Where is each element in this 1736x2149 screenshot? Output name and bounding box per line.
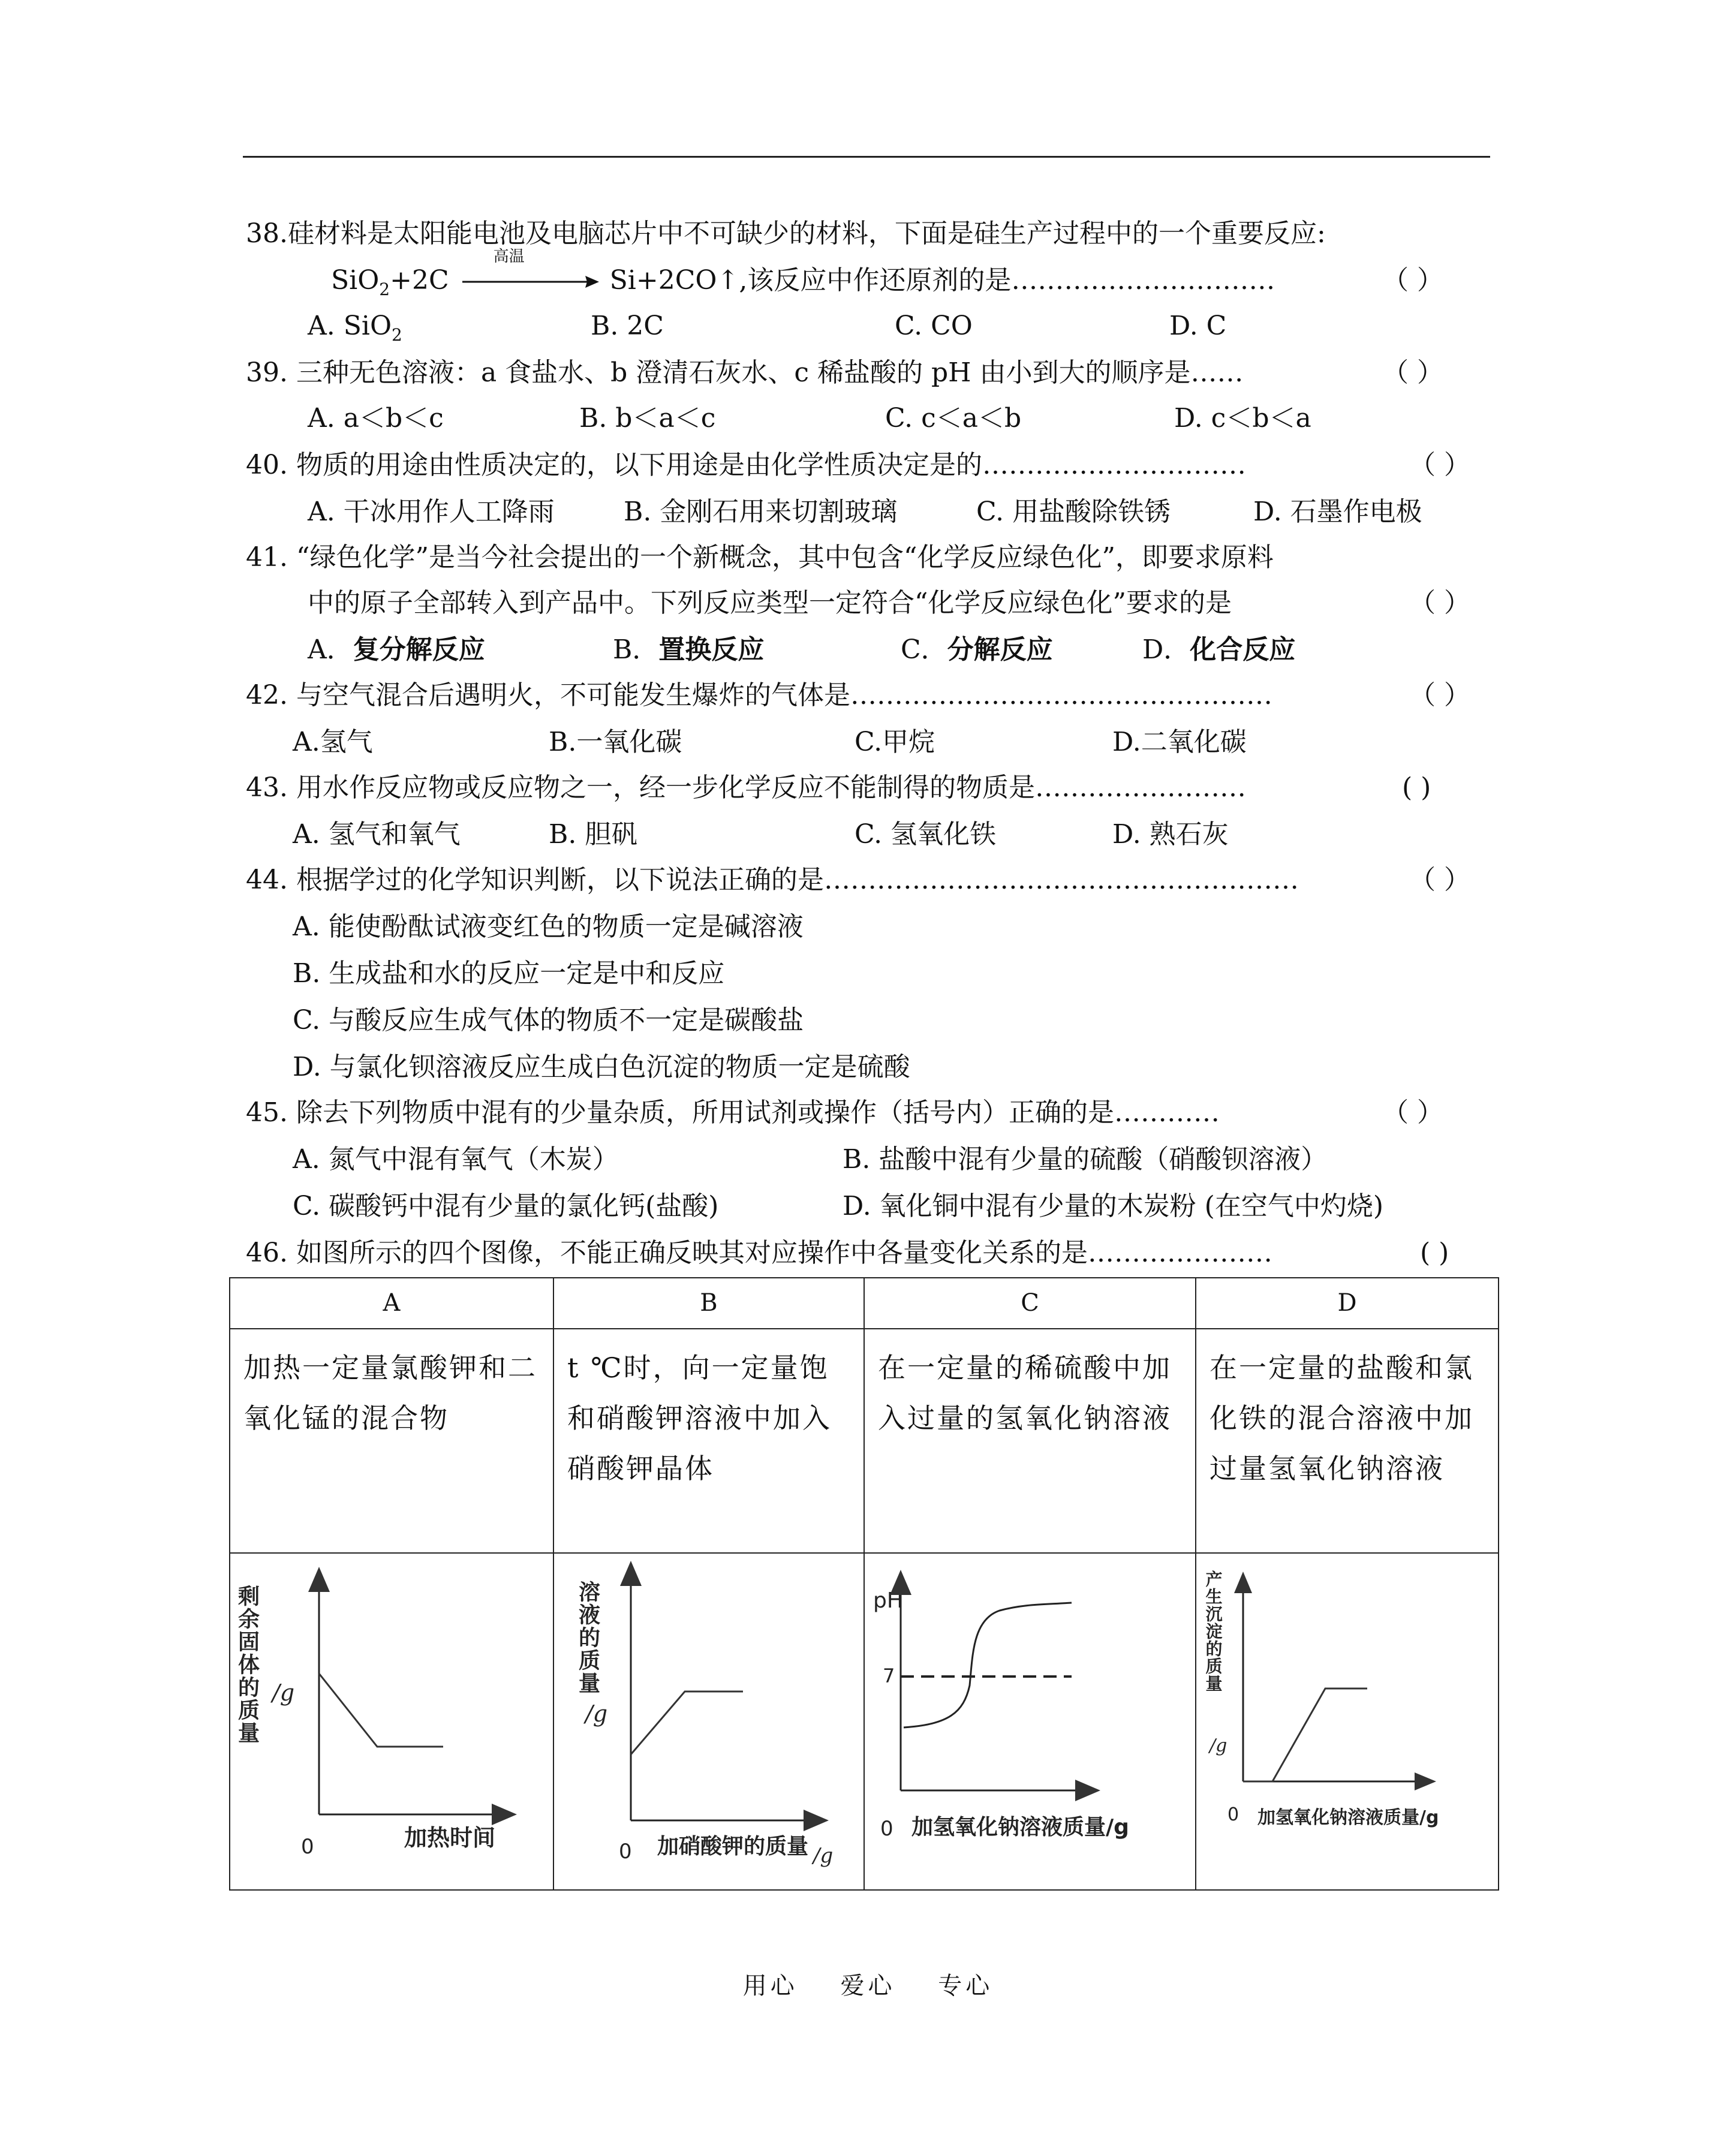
q46-header-a: A [230,1278,553,1329]
q38-answer-blank[interactable]: （ ） [1382,265,1443,296]
graph-b-curve [631,1691,743,1754]
q45-option-a: A. 氮气中混有氧气（木炭） [293,1144,619,1175]
graph-b-xlabel: 加硝酸钾的质量 [657,1834,809,1859]
q43-answer-blank[interactable]: ( ) [1402,772,1431,803]
graph-d-ylabel: 产生沉淀的质量 [1203,1570,1223,1692]
q39-option-a: A. a＜b＜c [308,403,444,434]
q42-option-d: D.二氧化碳 [1112,727,1247,757]
graph-c-origin: 0 [880,1817,893,1841]
q38-option-b: B. 2C [591,311,664,341]
graph-a-curve [319,1674,443,1747]
graph-a-yunit: /g [272,1680,295,1706]
q41-option-d: D．化合反应 [1142,634,1296,665]
graph-a-ylabel [235,1585,260,1744]
graph-b-ylabel: 溶液的质量 [575,1581,600,1694]
q38-option-d: D. C [1169,311,1227,341]
graph-a-xlabel: 加热时间 [404,1825,496,1851]
graph-d-origin: 0 [1227,1804,1239,1825]
q40-option-a: A. 干冰用作人工降雨 [308,496,555,527]
q38-equation: SiO$_2$+2C 高温 Si+2CO↑,该反应中作还原剂的是………………………… [331,247,1275,299]
q44-option-a: A. 能使酚酞试液变红色的物质一定是碱溶液 [293,911,804,942]
graph-b-xunit: /g [813,1844,834,1868]
graph-c-xlabel: 加氢氧化钠溶液质量/g [911,1815,1129,1840]
q43-option-b: B. 胆矾 [549,819,638,850]
q45-option-b: B. 盐酸中混有少量的硫酸（硝酸钡溶液） [843,1144,1328,1175]
graph-d-curve [1243,1688,1367,1781]
q41-stem-line2: 中的原子全部转入到产品中。下列反应类型一定符合“化学反应绿色化”要求的是 [308,588,1232,618]
q38-option-c: C. CO [895,311,973,341]
q45-answer-blank[interactable]: （ ） [1382,1097,1443,1128]
q46-header-d: D [1196,1278,1499,1329]
graph-d-xlabel: 加氢氧化钠溶液质量/g [1257,1807,1439,1828]
q45-option-d: D. 氧化铜中混有少量的木炭粉 (在空气中灼烧) [843,1191,1383,1221]
q46-desc-b: t ℃时，向一定量饱和硝酸钾溶液中加入硝酸钾晶体 [553,1329,864,1553]
q46-graph-b [553,1553,864,1890]
graph-c-ylabel: pH [873,1588,903,1613]
q46-header-b: B [553,1278,864,1329]
q41-option-c: C．分解反应 [901,634,1053,665]
q41-option-b: B．置换反应 [613,634,765,665]
q46-answer-blank[interactable]: ( ) [1420,1238,1449,1268]
q42-answer-blank[interactable]: （ ） [1409,680,1470,711]
q46-stem: 46. 如图所示的四个图像，不能正确反映其对应操作中各量变化关系的是………………… [246,1238,1272,1268]
q39-option-d: D. c＜b＜a [1174,403,1311,434]
graph-a-origin: 0 [301,1835,314,1859]
q38-stem: 38.硅材料是太阳能电池及电脑芯片中不可缺少的材料，下面是硅生产过程中的一个重要反应: [246,218,1326,249]
graph-c-curve [904,1603,1072,1727]
q43-option-d: D. 熟石灰 [1112,819,1229,850]
footer-word-3: 专心 [938,1972,994,2000]
q40-option-c: C. 用盐酸除铁锈 [976,496,1171,527]
q45-stem: 45. 除去下列物质中混有的少量杂质，所用试剂或操作（括号内）正确的是………… [246,1097,1220,1128]
q40-stem: 40. 物质的用途由性质决定的，以下用途是由化学性质决定是的………………………… [246,450,1246,480]
q39-option-b: B. b＜a＜c [579,403,716,434]
page-footer [0,1967,1736,2001]
q44-answer-blank[interactable]: （ ） [1409,865,1470,895]
q41-stem-line1: 41. “绿色化学”是当今社会提出的一个新概念，其中包含“化学反应绿色化”，即要求原料 [246,542,1274,573]
header-rule [243,156,1490,158]
graph-c-ref: 7 [883,1665,895,1687]
q43-stem: 43. 用水作反应物或反应物之一，经一步化学反应不能制得的物质是…………………… [246,772,1246,803]
q46-header-c: C [864,1278,1196,1329]
q42-option-c: C.甲烷 [855,727,935,757]
q41-answer-blank[interactable]: （ ） [1409,588,1470,618]
q44-option-c: C. 与酸反应生成气体的物质不一定是碳酸盐 [293,1005,804,1036]
q45-option-c: C. 碳酸钙中混有少量的氯化钙(盐酸) [293,1191,719,1221]
q46-desc-a: 加热一定量氯酸钾和二氧化锰的混合物 [230,1329,553,1553]
reaction-arrow: 高温 [458,270,601,294]
q46-table [229,1277,1499,1891]
q38-option-a: A. SiO$_2$ [308,311,402,345]
graph-b-yunit: /g [585,1700,608,1727]
q39-answer-blank[interactable]: （ ） [1382,357,1443,388]
q44-option-b: B. 生成盐和水的反应一定是中和反应 [293,958,725,989]
q43-option-c: C. 氢氧化铁 [855,819,997,850]
footer-word-2: 爱心 [840,1972,896,2000]
q39-option-c: C. c＜a＜b [885,403,1022,434]
graph-b-origin: 0 [619,1840,632,1864]
svg-text:剩余固体的质量: 剩余固体的质量 [234,1585,260,1744]
q40-option-b: B. 金刚石用来切割玻璃 [624,496,898,527]
q42-option-b: B.一氧化碳 [549,727,682,757]
q44-stem: 44. 根据学过的化学知识判断，以下说法正确的是……………………………………………… [246,865,1299,895]
q46-desc-d: 在一定量的盐酸和氯化铁的混合溶液中加过量氢氧化钠溶液 [1196,1329,1499,1553]
q41-option-a: A．复分解反应 [308,634,485,665]
q46-graph-c [864,1553,1196,1890]
q46-graph-a [230,1553,553,1890]
q39-stem: 39. 三种无色溶液：a 食盐水、b 澄清石灰水、c 稀盐酸的 pH 由小到大的顺序是…… [246,357,1244,388]
footer-word-1: 用心 [742,1972,798,2000]
q40-answer-blank[interactable]: （ ） [1409,450,1470,480]
q42-option-a: A.氢气 [293,727,373,757]
q44-option-d: D. 与氯化钡溶液反应生成白色沉淀的物质一定是硫酸 [293,1052,910,1082]
q46-graph-d [1196,1553,1499,1890]
q43-option-a: A. 氢气和氧气 [293,819,461,850]
q42-stem: 42. 与空气混合后遇明火，不可能发生爆炸的气体是………………………………………… [246,680,1272,711]
q46-desc-c: 在一定量的稀硫酸中加入过量的氢氧化钠溶液 [864,1329,1196,1553]
graph-d-yunit: /g [1210,1735,1227,1756]
q40-option-d: D. 石墨作电极 [1253,496,1422,527]
